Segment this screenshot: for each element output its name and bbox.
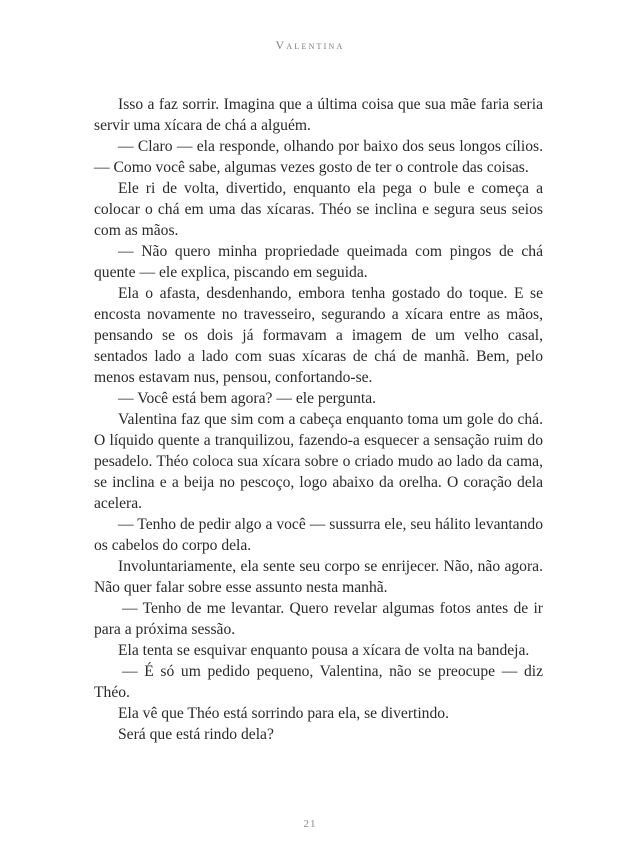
running-header: Valentina [275, 38, 345, 52]
body-text [94, 94, 543, 745]
paragraph: — Tenho de me levantar. Quero revelar algumas fotos antes de ir para a próxima sessão. [94, 600, 543, 638]
page-number: 21 [303, 818, 317, 830]
paragraph: — Tenho de pedir algo a você — sussurra ele, seu hálito levantando os cabelos do corpo dela. [94, 516, 543, 554]
paragraph: — Não quero minha propriedade queimada com pingos de chá quente — ele explica, piscando em seguida. [94, 243, 543, 281]
paragraph: — Claro — ela responde, olhando por baixo dos seus longos cílios. — Como você sabe, algumas vezes gosto de ter o controle das coisas. [94, 138, 543, 176]
paragraph: Valentina faz que sim com a cabeça enquanto toma um gole do chá. O líquido quente a tranquilizou, fazendo-a esquecer a sensação ruim do pesadelo. Théo coloca sua xícara sobre o criado mudo ao lado da cama, se inclina e a beija no pescoço, logo abaixo da orelha. O coração dela acelera. [94, 411, 543, 512]
paragraph: Isso a faz sorrir. Imagina que a última coisa que sua mãe faria seria servir uma xícara de chá a alguém. [94, 96, 543, 134]
paragraph: Ela tenta se esquivar enquanto pousa a xícara de volta na bandeja. [118, 642, 530, 659]
paragraph: Ela o afasta, desdenhando, embora tenha gostado do toque. E se encosta novamente no travesseiro, segurando a xícara entre as mãos, pensando se os dois já formavam a imagem de um velho casal, sentados lado a lado com suas xícaras de chá de manhã. Bem, pelo menos estavam nus, pensou, confortando-se. [94, 285, 543, 386]
paragraph: Ele ri de volta, divertido, enquanto ela pega o bule e começa a colocar o chá em uma das xícaras. Théo se inclina e segura seus seios com as mãos. [94, 180, 543, 239]
paragraph: — É só um pedido pequeno, Valentina, não se preocupe — diz Théo. [94, 663, 543, 701]
paragraph: Será que está rindo dela? [118, 726, 274, 743]
paragraph: Involuntariamente, ela sente seu corpo se enrijecer. Não, não agora. Não quer falar sobre esse assunto nesta manhã. [94, 558, 543, 596]
paragraph: — Você está bem agora? — ele pergunta. [118, 390, 377, 407]
paragraph: Ela vê que Théo está sorrindo para ela, se divertindo. [118, 705, 449, 722]
